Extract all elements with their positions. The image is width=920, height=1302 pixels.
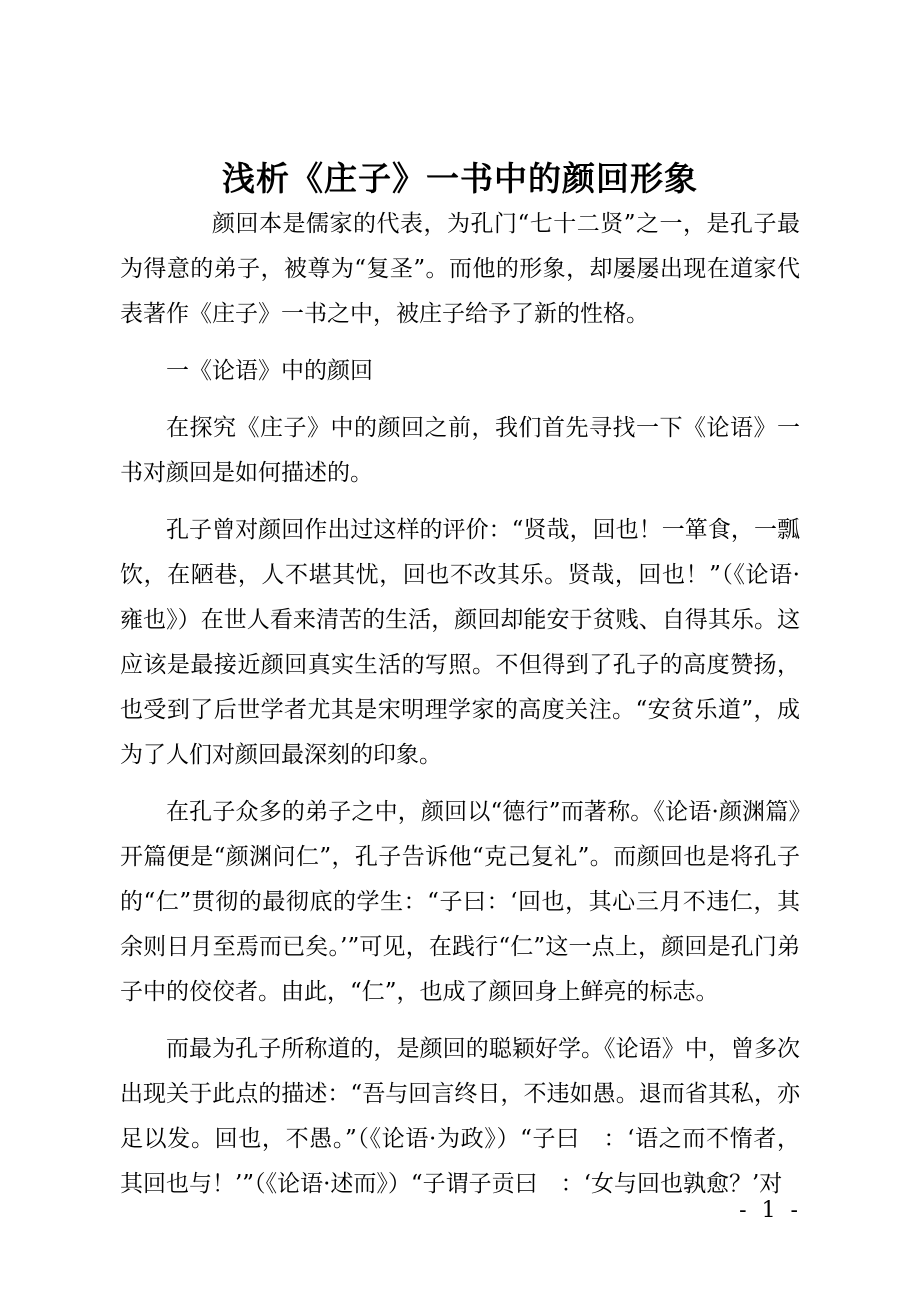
document-body [120, 202, 800, 1219]
body-paragraph: 在孔子众多的弟子之中，颜回以“德行”而著称。《论语·颜渊篇》开篇便是“颜渊问仁”，孔子告诉他“克己复礼”。而颜回也是将孔子的“仁”贯彻的最彻底的学生：“子曰：‘回也，其心三月不违仁，其余则日月至焉而已矣。’”可见，在践行“仁”这一点上，颜回是孔门弟子中的佼佼者。由此，“仁”，也成了颜回身上鲜亮的标志。 [120, 799, 800, 1005]
document-title: 浅析《庄子》一书中的颜回形象 [222, 159, 698, 198]
page-number: - 1 - [739, 1198, 802, 1223]
intro-paragraph: 颜回本是儒家的代表，为孔门“七十二贤”之一，是孔子最为得意的弟子，被尊为“复圣”。而他的形象，却屡屡出现在道家代表著作《庄子》一书之中，被庄子给予了新的性格。 [120, 211, 800, 327]
body-paragraph: 孔子曾对颜回作出过这样的评价：“贤哉，回也！一箪食，一瓢饮，在陋巷，人不堪其忧，回也不改其乐。贤哉，回也！”（《论语·雍也》）在世人看来清苦的生活，颜回却能安于贫贱、自得其乐。这应该是最接近颜回真实生活的写照。不但得到了孔子的高度赞扬，也受到了后世学者尤其是宋明理学家的高度关注。“安贫乐道”，成为了人们对颜回最深刻的印象。 [120, 517, 800, 768]
body-paragraph: 在探究《庄子》中的颜回之前，我们首先寻找一下《论语》一书对颜回是如何描述的。 [120, 415, 800, 486]
body-paragraph: 而最为孔子所称道的，是颜回的聪颖好学。《论语》中，曾多次出现关于此点的描述：“吾与回言终日，不违如愚。退而省其私，亦足以发。回也，不愚。”（《论语·为政》）“子曰 ：‘语之而不惰者，其回也与！’”（《论语·述而》）“子谓子贡曰 ：‘女与回也孰愈？’对 [120, 1036, 800, 1197]
section-heading: 一《论语》中的颜回 [166, 358, 373, 384]
